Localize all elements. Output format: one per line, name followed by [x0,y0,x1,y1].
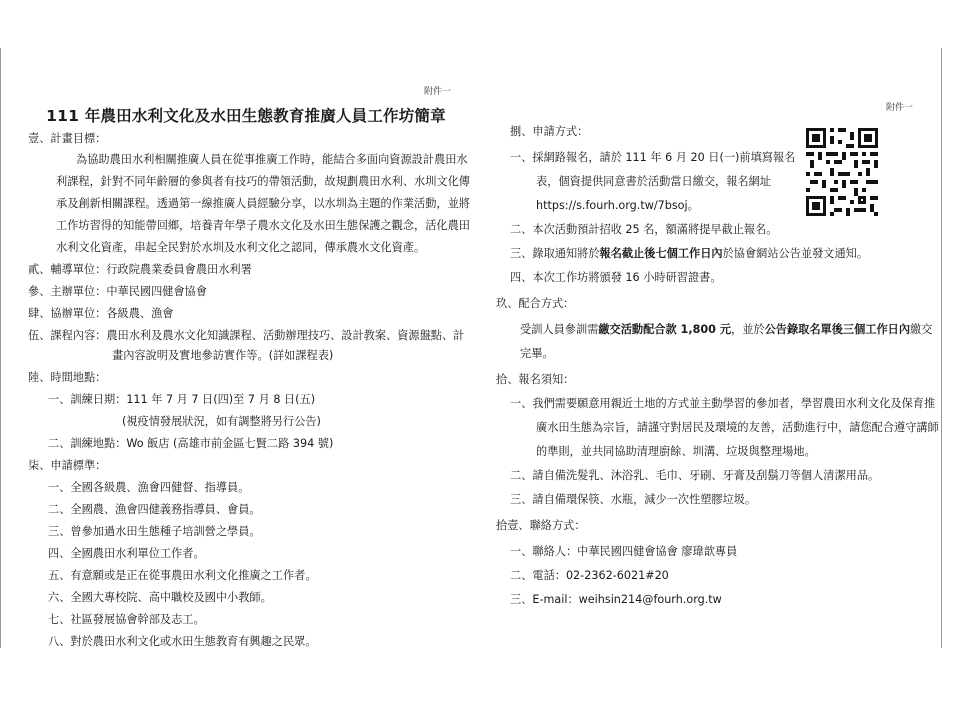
criteria-item: 二、全國農、漁會四健義務指導員、會員。 [48,503,261,516]
criteria-item: 五、有意願或是正在從事農田水利文化推廣之工作者。 [48,569,317,582]
payment-terms-mid: ，並於 [731,323,765,336]
payment-terms-cont: 完畢。 [520,347,554,360]
section-11-heading: 拾壹、聯絡方式： [496,519,586,532]
section-1-heading: 壹、計畫目標： [28,132,107,145]
application-item-3-post: 於協會網站公告並發文通知。 [722,247,869,260]
training-date: 一、訓練日期：111 年 7 月 7 日(四)至 7 月 8 日(五) [48,393,316,406]
page-frame-right-border [941,48,942,648]
section-5-course-content-cont: 畫內容說明及實地參訪實作等。(詳如課程表) [112,349,334,362]
section-1-line: 工作坊習得的知能帶回鄉，培養青年學子農水文化及水田生態保護之觀念，活化農田 [56,219,470,232]
notice-item-1-cont: 廣水田生態為宗旨，請謹守對居民及環境的友善，活動進行中，請您配合遵守講師 [536,421,939,434]
section-1-line: 為協助農田水利相關推廣人員在從事推廣工作時，能結合多面向資源設計農田水 [76,153,468,166]
training-place: 二、訓練地點：Wo 飯店 (高雄市前金區七賢二路 394 號) [48,437,334,450]
payment-deadline: 公告錄取名單後三個工作日內 [764,323,911,336]
section-9-heading: 玖、配合方式： [496,297,575,310]
criteria-item: 八、對於農田水利文化或水田生態教育有興趣之民眾。 [48,635,317,648]
notice-item-3: 三、請自備環保筷、水瓶，減少一次性塑膠垃圾。 [510,493,757,506]
section-4-co-organizer: 肆、協辦單位：各級農、漁會 [28,307,174,320]
notice-item-1: 一、我們需要願意用親近土地的方式並主動學習的參加者，學習農田水利文化及保育推 [510,397,936,410]
application-item-4: 四、本次工作坊將頒發 16 小時研習證書。 [510,271,722,284]
attachment-label: 附件一 [424,87,452,97]
contact-phone: 二、電話：02-2362-6021#20 [510,569,669,582]
page-frame-left-border [0,48,1,648]
section-3-organizer: 參、主辦單位：中華民國四健會協會 [28,285,208,298]
criteria-item: 七、社區發展協會幹部及志工。 [48,613,205,626]
application-item-1: 一、採網路報名，請於 111 年 6 月 20 日(一)前填寫報名 [510,151,796,164]
payment-terms-post: 繳交 [910,323,933,336]
criteria-item: 一、全國各級農、漁會四健督、指導員。 [48,481,250,494]
registration-url-link[interactable]: https://s.fourh.org.tw/7bsoj [536,199,688,212]
application-item-3 [510,246,868,261]
payment-amount: 繳交活動配合款 1,800 元 [598,323,732,336]
qr-code-image [806,128,878,216]
registration-url-line [536,198,699,213]
section-1-line: 承及創新相關課程。透過第一線推廣人員經驗分享，以水圳為主題的作業活動，並將 [56,197,470,210]
section-8-heading: 捌、申請方式： [510,125,589,138]
document-title: 111 年農田水利文化及水田生態教育推廣人員工作坊簡章 [46,107,446,125]
section-2-advisory-unit: 貳、輔導單位：行政院農業委員會農田水利署 [28,263,252,276]
payment-terms-pre: 受訓人員參訓需 [520,323,599,336]
section-1-line: 利課程，針對不同年齡層的參與者有技巧的帶領活動，故規劃農田水利、水圳文化傳 [56,175,470,188]
training-date-note: (視疫情發展狀況，如有調整將另行公告) [122,415,321,428]
criteria-item: 四、全國農田水利單位工作者。 [48,547,205,560]
application-item-2: 二、本次活動預計招收 25 名，額滿將提早截止報名。 [510,223,778,236]
section-1-line: 水利文化資產，串起全民對於水圳及水利文化之認同，傳承農水文化資產。 [56,241,426,254]
registration-url-end: 。 [687,199,699,212]
payment-terms [520,322,932,337]
application-item-3-emphasis: 報名截止後七個工作日內 [599,247,723,260]
section-7-heading: 柒、申請標準： [28,459,107,472]
application-item-3-pre: 三、錄取通知將於 [510,247,600,260]
criteria-item: 三、曾參加過水田生態種子培訓營之學員。 [48,525,261,538]
attachment-label: 附件一 [886,103,914,113]
notice-item-2: 二、請自備洗髮乳、沐浴乳、毛巾、牙刷、牙膏及刮鬍刀等個人清潔用品。 [510,469,880,482]
criteria-item: 六、全國大專校院、高中職校及國中小教師。 [48,591,272,604]
contact-person: 一、聯絡人：中華民國四健會協會 廖瑋歆專員 [510,545,738,558]
notice-item-1-cont: 的準則，並共同協助清理廚餘、圳溝、垃圾與整理場地。 [536,445,816,458]
section-10-heading: 拾、報名須知： [496,373,575,386]
section-6-heading: 陸、時間地點： [28,371,107,384]
section-5-course-content: 伍、課程內容：農田水利及農水文化知識課程、活動辦理技巧、設計教案、資源盤點、計 [28,329,465,342]
contact-email[interactable]: 三、E-mail：weihsin214@fourh.org.tw [510,593,722,606]
application-item-1-cont: 表，個資提供同意書於活動當日繳交，報名網址 [536,175,771,188]
